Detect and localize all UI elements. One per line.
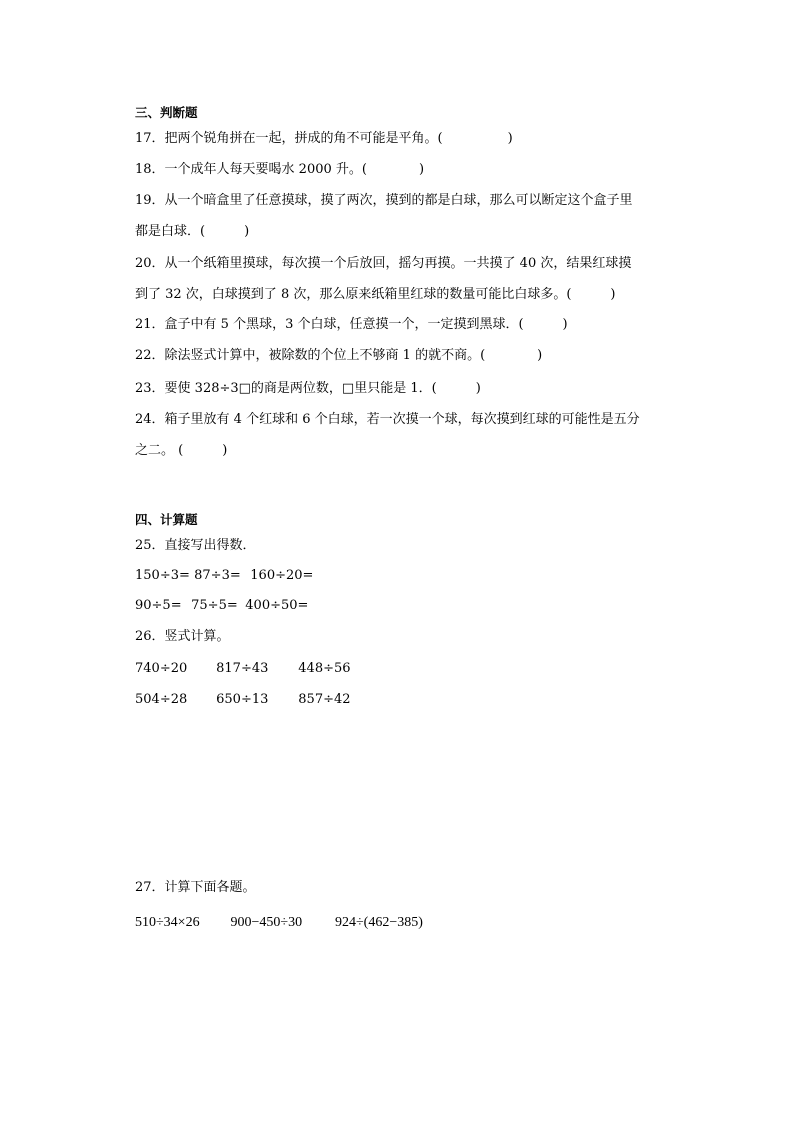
question-22: 22．除法竖式计算中，被除数的个位上不够商 1 的就不商。( ): [135, 348, 543, 363]
vertical-item: 857÷42: [298, 692, 351, 707]
question-23: 23．要使 328÷3□的商是两位数，□里只能是 1．( ): [135, 381, 481, 396]
oral-item: 87÷3=: [194, 568, 241, 583]
section-heading-judgement: 三、判断题: [135, 105, 198, 120]
question-24-line1: 24．箱子里放有 4 个红球和 6 个白球，若一次摸一个球，每次摸到红球的可能性是五分: [135, 412, 640, 427]
oral-item: 160÷20=: [250, 568, 314, 583]
question-25: 25．直接写出得数．: [135, 538, 256, 553]
vertical-row-2: [135, 690, 351, 710]
question-19-line2: 都是白球．( ): [135, 224, 250, 239]
question-19-line1: 19．从一个暗盒里了任意摸球，摸了两次，摸到的都是白球，那么可以断定这个盒子里: [135, 193, 633, 208]
question-26: 26．竖式计算。: [135, 629, 230, 644]
oral-item: 90÷5=: [135, 598, 182, 613]
oral-item: 75÷5=: [191, 598, 238, 613]
question-21: 21．盒子中有 5 个黑球，3 个白球，任意摸一个，一定摸到黑球．( ): [135, 317, 568, 332]
vertical-row-1: [135, 659, 351, 679]
question-18: 18．一个成年人每天要喝水 2000 升。( ): [135, 162, 425, 177]
vertical-item: 740÷20: [135, 661, 188, 676]
oral-item: 150÷3=: [135, 568, 190, 583]
mixed-item: 900−450÷30: [230, 915, 303, 930]
vertical-item: 650÷13: [216, 692, 269, 707]
vertical-item: 504÷28: [135, 692, 188, 707]
question-20-line2: 到了 32 次，白球摸到了 8 次，那么原来纸箱里红球的数量可能比白球多。( ): [135, 287, 616, 302]
question-24-line2: 之二。 ( ): [135, 443, 228, 458]
oral-row-2: [135, 596, 308, 616]
oral-item: 400÷50=: [245, 598, 309, 613]
mixed-row: [135, 913, 423, 933]
vertical-item: 448÷56: [298, 661, 351, 676]
question-17: 17．把两个锐角拼在一起，拼成的角不可能是平角。( ): [135, 131, 513, 146]
vertical-item: 817÷43: [216, 661, 269, 676]
oral-row-1: [135, 566, 313, 586]
question-20-line1: 20．从一个纸箱里摸球，每次摸一个后放回，摇匀再摸。一共摸了 40 次，结果红球摸: [135, 256, 632, 271]
mixed-item: 924÷(462−385): [335, 915, 423, 930]
section-heading-calculation: 四、计算题: [135, 512, 198, 527]
question-27: 27．计算下面各题。: [135, 880, 256, 895]
mixed-item: 510÷34×26: [135, 915, 200, 930]
